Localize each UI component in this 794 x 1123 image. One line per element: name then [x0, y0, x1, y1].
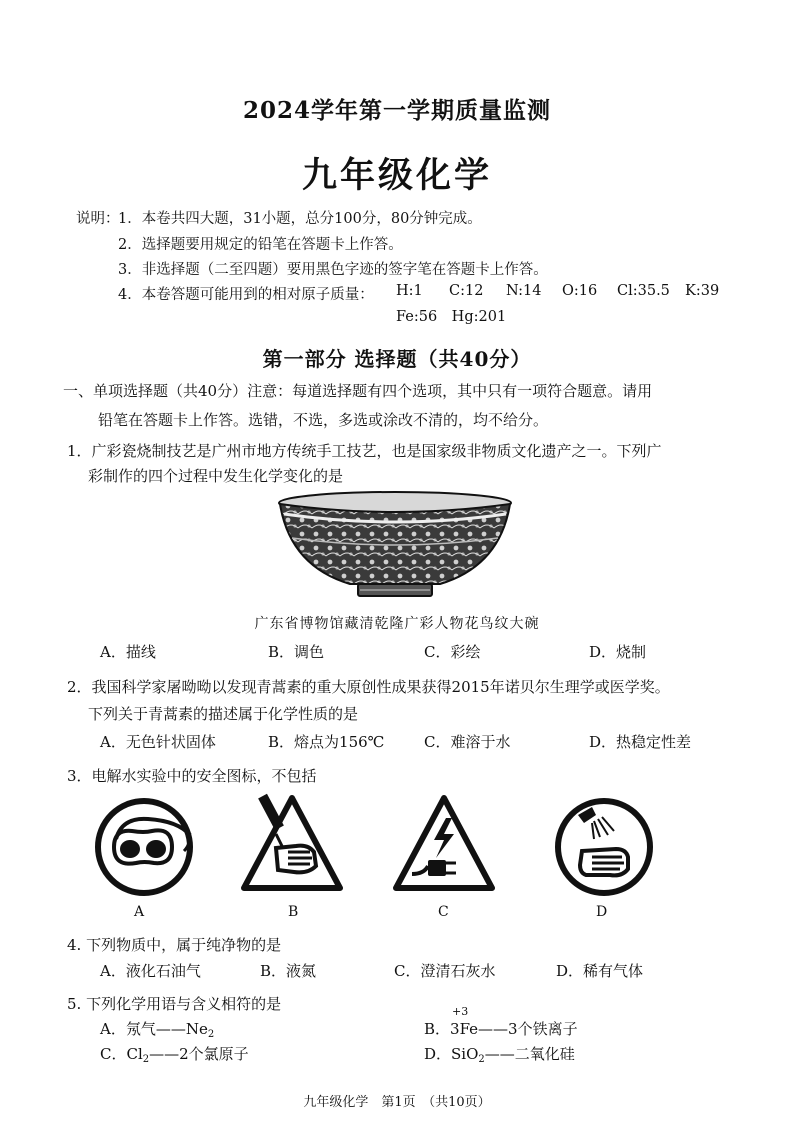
- q4-option-d: D．稀有气体: [556, 962, 644, 980]
- q5-option-a-subscript: 2: [207, 1029, 215, 1040]
- goggles-icon: [92, 795, 196, 899]
- q2-option-c: C．难溶于水: [424, 733, 511, 751]
- q5-option-a: [100, 1018, 214, 1040]
- instruction-4-cont: Fe:56 Hg:201: [396, 309, 507, 325]
- sharp-object-icon: [236, 790, 348, 900]
- q2-stem-line1: 2．我国科学家屠呦呦以发现青蒿素的重大原创性成果获得2015年诺贝尔生理学或医学奖。: [67, 678, 670, 696]
- q5-option-b-text: B．3Fe: [424, 1020, 479, 1038]
- instruction-2: 2．选择题要用规定的铅笔在答题卡上作答。: [118, 237, 403, 253]
- instruction-4: 4．本卷答题可能用到的相对原子质量：: [118, 287, 374, 303]
- q5-option-d-meaning: ——二氧化硅: [484, 1045, 575, 1063]
- q1-option-a: A．描线: [100, 643, 156, 661]
- q3-label-b: B: [288, 904, 299, 920]
- bowl-caption: 广东省博物馆藏清乾隆广彩人物花鸟纹大碗: [254, 616, 540, 632]
- q2-stem-line2: 下列关于青蒿素的描述属于化学性质的是: [88, 705, 359, 723]
- q3-label-d: D: [596, 904, 608, 920]
- q1-stem-line1: 1．广彩瓷烧制技艺是广州市地方传统手工技艺，也是国家级非物质文化遗产之一。下列广: [67, 442, 662, 460]
- q2-option-a: A．无色针状固体: [100, 733, 216, 751]
- q5-option-c: [100, 1043, 249, 1065]
- q3-label-c: C: [438, 904, 449, 920]
- q5-option-b-meaning: ——3个铁离子: [478, 1020, 578, 1038]
- subject-title: 九年级化学: [301, 155, 492, 196]
- q3-label-a: A: [134, 904, 145, 920]
- q2-option-b: B．熔点为156℃: [268, 733, 385, 751]
- instruction-1: 1．本卷共四大题，31小题，总分100分，80分钟完成。: [118, 211, 482, 227]
- q5-option-b-valence: +3: [452, 1005, 469, 1018]
- instructions-label: 说明：: [76, 211, 120, 227]
- porcelain-bowl-image: [270, 488, 520, 608]
- section-heading-line2: 铅笔在答题卡上作答。选错，不选，多选或涂改不清的，均不给分。: [98, 411, 549, 429]
- q5-option-c-subscript: 2: [142, 1054, 150, 1065]
- exam-title: 2024学年第一学期质量监测: [242, 97, 551, 124]
- q5-option-d: [424, 1043, 575, 1065]
- electric-shock-icon: [388, 790, 500, 900]
- part1-title: 第一部分 选择题（共40分）: [262, 347, 532, 371]
- page-footer: 九年级化学 第1页 （共10页）: [303, 1095, 491, 1110]
- q5-option-c-text: C．Cl: [100, 1045, 143, 1063]
- q1-option-d: D．烧制: [589, 643, 647, 661]
- q4-option-a: A．液化石油气: [100, 962, 201, 980]
- q5-option-a-text: A．氖气——Ne: [100, 1020, 208, 1038]
- q1-option-b: B．调色: [268, 643, 325, 661]
- instruction-3: 3．非选择题（二至四题）要用黑色字迹的签字笔在答题卡上作答。: [118, 262, 548, 278]
- q5-option-b: [424, 1018, 578, 1039]
- mass-c: C:12: [449, 283, 484, 299]
- q5-stem: 5. 下列化学用语与含义相符的是: [67, 995, 282, 1013]
- mass-o: O:16: [562, 283, 598, 299]
- q1-option-c: C．彩绘: [424, 643, 481, 661]
- q2-option-d: D．热稳定性差: [589, 733, 692, 751]
- wash-hands-icon: [552, 795, 656, 899]
- q5-option-d-subscript: 2: [478, 1054, 485, 1065]
- mass-n: N:14: [506, 283, 542, 299]
- q5-option-d-text: D．SiO: [424, 1045, 479, 1063]
- q1-stem-line2: 彩制作的四个过程中发生化学变化的是: [88, 467, 344, 485]
- q4-option-b: B．液氮: [260, 962, 317, 980]
- q4-stem: 4. 下列物质中，属于纯净物的是: [67, 936, 282, 954]
- q3-stem: 3．电解水实验中的安全图标，不包括: [67, 767, 317, 785]
- q5-option-c-meaning: ——2个氯原子: [149, 1045, 249, 1063]
- mass-k: K:39: [685, 283, 720, 299]
- mass-h: H:1: [396, 283, 423, 299]
- q4-option-c: C．澄清石灰水: [394, 962, 496, 980]
- section-heading-line1: 一、单项选择题（共40分）注意：每道选择题有四个选项，其中只有一项符合题意。请用: [63, 382, 653, 400]
- mass-cl: Cl:35.5: [617, 283, 670, 299]
